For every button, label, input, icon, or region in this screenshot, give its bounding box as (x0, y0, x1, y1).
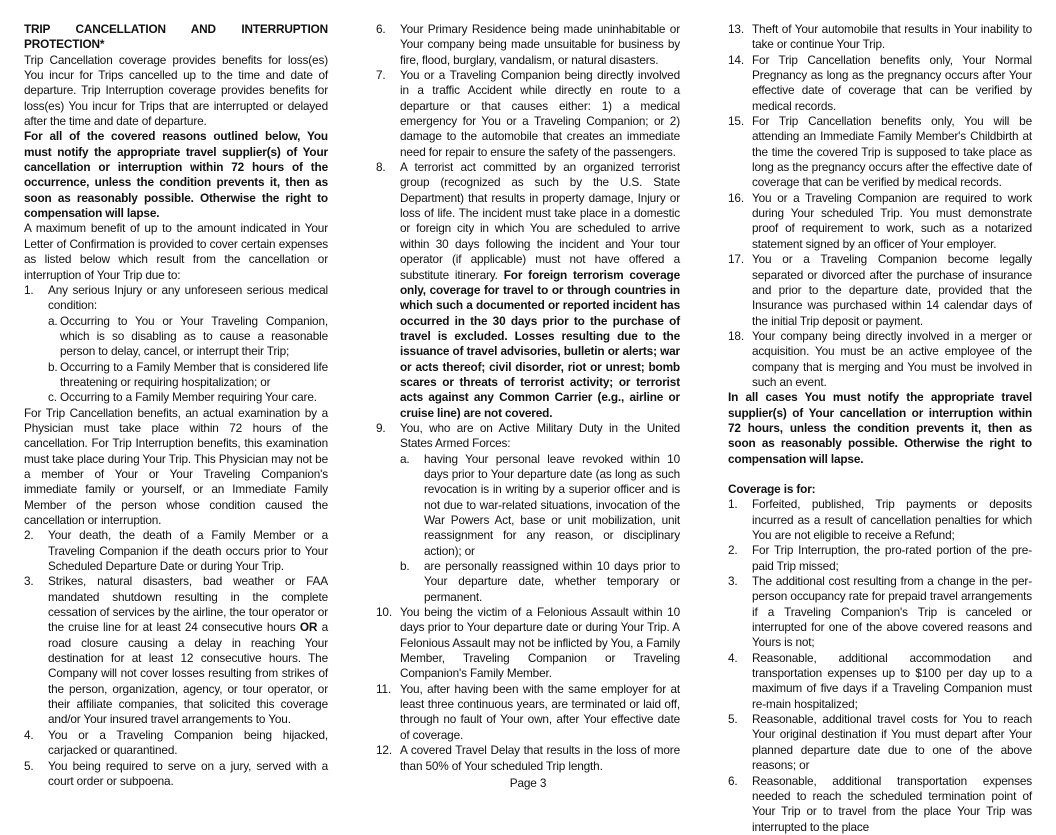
list-text: Strikes, natural disasters, bad weather or FAA mandated shutdown resulting in the complete cessation of services by the airline, the tour operator or the cruise line for at least 24 consecutive hours (48, 574, 328, 635)
sub-letter: c. (48, 390, 57, 405)
list-text: A covered Travel Delay that results in the loss of more than 50% of Your scheduled Trip length. (400, 743, 680, 773)
list-text: You or a Traveling Companion are required to work during Your scheduled Trip. You must demonstrate proof of requirement to work, such as a notarized statement signed by an officer of Your employer. (752, 190, 1032, 251)
list-text: You or a Traveling Companion being hijacked, carjacked or quarantined. (48, 727, 328, 758)
list-text: Forfeited, published, Trip payments or deposits incurred as a result of cancellation penalties for which You are not eligible to receive a Refund; (752, 497, 1032, 542)
sub-text: having Your personal leave revoked within 10 days prior to Your departure date (as long as such revocation is in writing by a superior officer and is not due to war-related situations, invocation of the War Powers Act, base or unit mobilization, unit reassignment for any reason, or disciplinary action); or (424, 451, 680, 558)
coverage-item (728, 543, 1032, 574)
sub-item (376, 559, 680, 605)
list-number: 5. (728, 712, 738, 727)
page-number: Page 3 (509, 776, 547, 790)
covered-reason-13 (728, 22, 1032, 53)
list-text: You or a Traveling Companion being directly involved in a traffic Accident while directly en route to a departure or that causes either: 1) a medical emergency for You or a Traveling Companion; or 2) damage to the automobile that creates an immediate need for repair to ensure the safety of the passengers. (400, 68, 680, 159)
list-text: Your Primary Residence being made uninhabitable or Your company being made unsuitable for business by fire, flood, burglary, vandalism, or natural disasters. (400, 22, 680, 67)
covered-reason-16 (728, 191, 1032, 252)
list-number: 11. (376, 681, 392, 696)
list-number: 16. (728, 190, 744, 205)
list-number: 15. (728, 114, 744, 129)
list-text: You, after having been with the same employer for at least three continuous years, are terminated or laid off, through no fault of Your own, after Your effective date of coverage. (400, 681, 680, 742)
list-text: For Trip Cancellation benefits only, Your Normal Pregnancy as long as the pregnancy occurs after Your effective date of coverage that can be verified by medical records. (752, 52, 1032, 113)
list-text: For Trip Cancellation benefits only, You will be attending an Immediate Family Member's Childbirth at the time the covered Trip is supposed to take place as long as the pregnancy occurs after the effective date of coverage that can be verified by medical records. (752, 114, 1032, 190)
covered-reason-3 (24, 574, 328, 727)
list-number: 4. (728, 650, 738, 665)
list-number: 1. (728, 497, 738, 512)
covered-reason-4 (24, 728, 328, 759)
notification-notice: For all of the covered reasons outlined below, You must notify the appropriate travel supplier(s) of Your cancellation or interruption within 72 hours of the occurrence, unless the condition prevents it, then as soon as reasonably possible. Otherwise the right to compensation will lapse. (24, 129, 328, 221)
covered-reason-8 (376, 160, 680, 421)
sub-text: Occurring to a Family Member requiring Your care. (60, 390, 317, 405)
list-number: 8. (376, 160, 386, 175)
covered-reason-15 (728, 114, 1032, 191)
column-right (728, 22, 1032, 835)
sub-letter: b. (400, 559, 410, 574)
covered-reason-11 (376, 682, 680, 743)
list-number: 3. (728, 574, 738, 589)
list-number: 14. (728, 52, 744, 67)
covered-reason-7 (376, 68, 680, 160)
covered-reason-14 (728, 53, 1032, 114)
list-text: You being required to serve on a jury, served with a court order or subpoena. (48, 758, 328, 788)
or-emphasis: OR (299, 620, 318, 635)
sub-text: Occurring to You or Your Traveling Companion, which is so disabling as to cause a reasonable person to delay, cancel, or interrupt their Trip; (60, 313, 328, 359)
intro-paragraph: Trip Cancellation coverage provides benefits for loss(es) You incur for Trips cancelled up to the time and date of departure. Trip Interruption coverage provides benefits for loss(es) You incur for Trips that are interrupted or delayed after the time and date of departure. (24, 52, 328, 129)
list-number: 3. (24, 574, 34, 589)
list-text: Theft of Your automobile that results in Your inability to take or continue Your Trip. (752, 22, 1032, 52)
coverage-heading: Coverage is for: (728, 481, 816, 496)
covered-reason-10 (376, 605, 680, 682)
list-text: Reasonable, additional accommodation and transportation expenses up to $100 per day up to a maximum of five days if a Traveling Companion must re-main hospitalized; (752, 650, 1032, 711)
list-text-continued: a road closure causing a delay in reaching Your destination for at least 12 consecutive hours. The Company will not cover losses resulting from strikes of the person, organization, agency, or tour operator, or their affiliate companies, that solicited this coverage and/or Your insured travel arrangements to You. (48, 620, 328, 727)
list-text: Your death, the death of a Family Member or a Traveling Companion if the death occurs prior to Your Scheduled Departure Date or during Your Trip. (48, 528, 328, 574)
sub-item (24, 390, 328, 405)
list-number: 2. (728, 543, 738, 558)
covered-reason-9 (376, 421, 680, 452)
list-number: 9. (376, 420, 386, 435)
list-text: Reasonable, additional travel costs for You to reach Your original destination if You must depart after Your planned departure date due to one of the above reasons; or (752, 712, 1032, 773)
covered-reason-18 (728, 329, 1032, 390)
list-number: 2. (24, 528, 34, 543)
max-benefit-paragraph: A maximum benefit of up to the amount indicated in Your Letter of Confirmation is provided to cover certain expenses as listed below which result from the cancellation or interruption of Your Trip due to: (24, 221, 328, 282)
sub-text: Occurring to a Family Member that is considered life threatening or requiring hospitalization; or (60, 359, 328, 389)
list-text: You, who are on Active Military Duty in the United States Armed Forces: (400, 420, 680, 451)
list-number: 18. (728, 328, 744, 343)
list-text: For Trip Interruption, the pro-rated portion of the pre-paid Trip missed; (752, 543, 1032, 573)
list-number: 4. (24, 727, 34, 742)
list-number: 6. (376, 22, 386, 36)
sub-item (24, 360, 328, 391)
spacer (728, 467, 1032, 482)
list-text: A terrorist act committed by an organized terrorist group (recognized as such by the U.S. State Department) that results in property damage, Injury or loss of life. The incident must take place in a domestic or foreign city in which You are scheduled to arrive within 30 days following the incident and Your tour operator (if applicable) must not have offered a substitute itinerary. (400, 160, 680, 282)
coverage-item (728, 712, 1032, 773)
list-text: Reasonable, additional transportation expenses needed to reach the scheduled termination point of Your Trip or to travel from the place Your Trip was interrupted to the place (752, 773, 1032, 834)
list-number: 13. (728, 22, 744, 36)
column-middle (376, 22, 680, 774)
list-text: Any serious Injury or any unforeseen serious medical condition: (48, 282, 328, 313)
sub-text: are personally reassigned within 10 days prior to Your departure date, whether temporary or permanent. (424, 559, 680, 604)
covered-reason-1 (24, 283, 328, 314)
sub-letter: a. (48, 313, 58, 328)
sub-item (376, 452, 680, 559)
list-number: 6. (728, 773, 738, 788)
sub-letter: a. (400, 451, 410, 466)
covered-reason-6 (376, 22, 680, 68)
list-text: Your company being directly involved in a merger or acquisition. You must be an active employee of the company that is merging and You must be involved in such an event. (752, 328, 1032, 389)
list-number: 1. (24, 282, 34, 297)
notification-notice-repeat: In all cases You must notify the appropriate travel supplier(s) of Your cancellation or interruption within 72 hours, unless the condition prevents it, then as soon as reasonably possible. Otherwise the right to compensation will lapse. (728, 390, 1032, 466)
coverage-item (728, 497, 1032, 543)
sub-letter: b. (48, 359, 58, 374)
sub-item (24, 314, 328, 360)
list-number: 5. (24, 758, 34, 773)
list-text: You or a Traveling Companion become legally separated or divorced after the purchase of insurance and prior to the departure date, provided that the Insurance was purchased within 14 calendar days of the initial Trip deposit or payment. (752, 252, 1032, 328)
covered-reason-12 (376, 743, 680, 774)
covered-reason-2 (24, 528, 328, 574)
list-number: 7. (376, 68, 386, 83)
physician-paragraph: For Trip Cancellation benefits, an actual examination by a Physician must take place within 72 hours of the cancellation. For Trip Interruption benefits, this examination must take place during Your Trip. This Physician may not be a member of Your or Your Traveling Companion's immediate family or yourself, or an Immediate Family Member of the person whose condition caused the cancellation or interruption. (24, 405, 328, 527)
column-left (24, 22, 328, 789)
list-text: You being the victim of a Felonious Assault within 10 days prior to Your departure date or during Your Trip. A Felonious Assault may not be inflicted by You, a Family Member, Traveling Companion or Traveling Companion's Family Member. (400, 605, 680, 681)
terrorism-exclusion: For foreign terrorism coverage only, coverage for travel to or through countries in which such a documented or reported incident has occurred in the 30 days prior to the purchase of travel is excluded. Losses resulting due to the issuance of travel advisories, bulletin or alerts; war or acts thereof; civil disorder, riot or unrest; bomb scares or threats of terrorist activity; or terrorist acts against any Common Carrier (e.g., airline or cruise line) are not covered. (400, 267, 680, 420)
list-number: 17. (728, 252, 744, 267)
section-title: TRIP CANCELLATION AND INTERRUPTION PROTECTION* (24, 22, 328, 52)
list-number: 10. (376, 605, 392, 620)
list-number: 12. (376, 743, 392, 758)
covered-reason-17 (728, 252, 1032, 329)
list-text: The additional cost resulting from a change in the per-person occupancy rate for prepaid travel arrangements if a Traveling Companion's Trip is canceled or interrupted for one of the above covered reasons and Yours is not; (752, 574, 1032, 650)
coverage-item (728, 651, 1032, 712)
coverage-item (728, 574, 1032, 651)
